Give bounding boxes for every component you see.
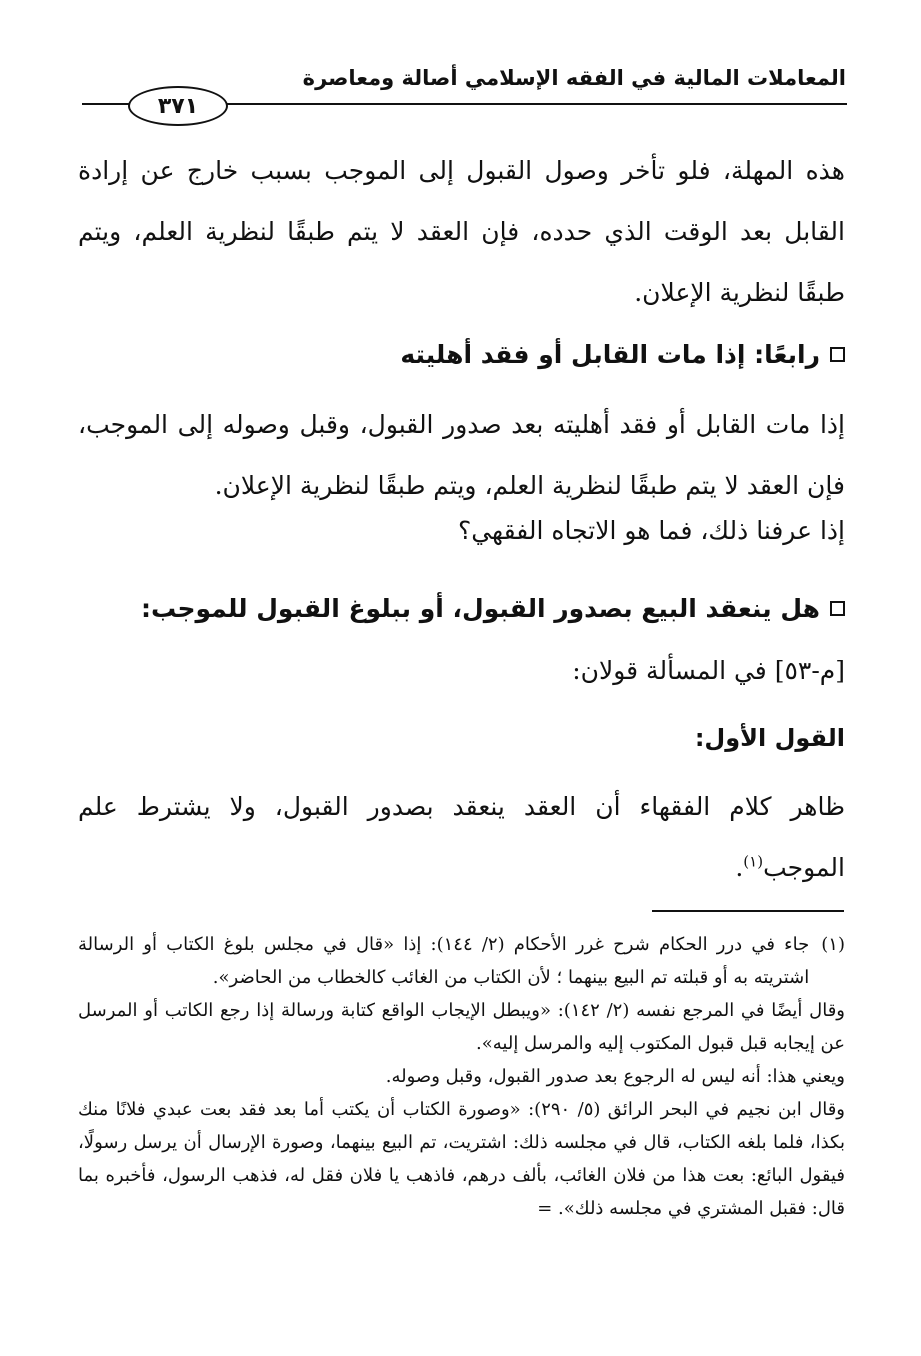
footnote-rule <box>652 910 844 912</box>
first-opinion-label: القول الأول: <box>694 724 845 752</box>
footnote-text: وقال ابن نجيم في البحر الرائق (٥/ ٢٩٠): «وصورة الكتاب أن يكتب أما بعد فقد بعت عبدي فلانًا منك بكذا، فلما بلغه الكتاب، قال في مجلسه ذلك: اشتريت، تم البيع بينهما، وصورة الإرسال أن يرسل رسولًا، فيقول البائع: بعت هذا من فلان الغائب، بألف درهم، فاذهب يا فلان فقل له، فذهب الرسول، فأخبره بما قال: فقبل المشتري في مجلسه ذلك». = <box>78 1099 845 1219</box>
footnote-text: جاء في درر الحكام شرح غرر الأحكام (٢/ ١٤٤): إذا «قال في مجلس بلوغ الكتاب أو الرسالة اشتريته به أو قبلته تم البيع بينهما ؛ لأن الكتاب من الغائب كالخطاب من الحاضر». <box>78 934 810 988</box>
paragraph-death <box>78 394 845 516</box>
section-heading-fourth <box>400 340 845 369</box>
paragraph-text-wrapper <box>78 776 845 898</box>
footnote-text: وقال أيضًا في المرجع نفسه (٢/ ١٤٢): «ويبطل الإيجاب الواقع كتابة ورسالة إذا رجع الكاتب أو المرسل عن إيجابه قبل قبول المكتوب إليه والمرسل إليه». <box>78 1000 845 1054</box>
issue-reference: [م-٥٣] في المسألة قولان: <box>572 656 845 685</box>
footnote-number: (١) <box>821 934 845 955</box>
footnote-body <box>78 928 809 994</box>
footnote-text: ويعني هذا: أنه ليس له الرجوع بعد صدور القبول، وقبل وصوله. <box>385 1066 845 1087</box>
footnote-1 <box>78 928 845 994</box>
heading-text: هل ينعقد البيع بصدور القبول، أو ببلوغ القبول للموجب: <box>141 594 820 623</box>
footnote-reference[interactable]: (١) <box>743 852 764 871</box>
heading-text: رابعًا: إذا مات القابل أو فقد أهليته <box>400 340 820 369</box>
square-bullet-icon <box>830 347 845 362</box>
paragraph-end: . <box>735 853 744 882</box>
paragraph-intro <box>78 140 845 323</box>
paragraph-question: إذا عرفنا ذلك، فما هو الاتجاه الفقهي؟ <box>457 516 845 545</box>
paragraph-text: هذه المهلة، فلو تأخر وصول القبول إلى الموجب بسبب خارج عن إرادة القابل بعد الوقت الذي حدده، فإن العقد لا يتم طبقًا لنظرية العلم، ويتم طبقًا لنظرية الإعلان. <box>78 156 845 307</box>
running-title: المعاملات المالية في الفقه الإسلامي أصالة ومعاصرة <box>302 66 846 90</box>
paragraph-text: إذا مات القابل أو فقد أهليته بعد صدور القبول، وقبل وصوله إلى الموجب، فإن العقد لا يتم طبقًا لنظرية العلم، ويتم طبقًا لنظرية الإعلان. <box>78 410 845 500</box>
section-heading-question <box>141 594 845 623</box>
page-number: ٣٧١ <box>128 86 228 126</box>
footnotes-section <box>78 928 845 1225</box>
paragraph-first-opinion <box>78 776 845 898</box>
square-bullet-icon <box>830 601 845 616</box>
paragraph-text: ظاهر كلام الفقهاء أن العقد ينعقد بصدور القبول، ولا يشترط علم الموجب <box>78 792 845 882</box>
